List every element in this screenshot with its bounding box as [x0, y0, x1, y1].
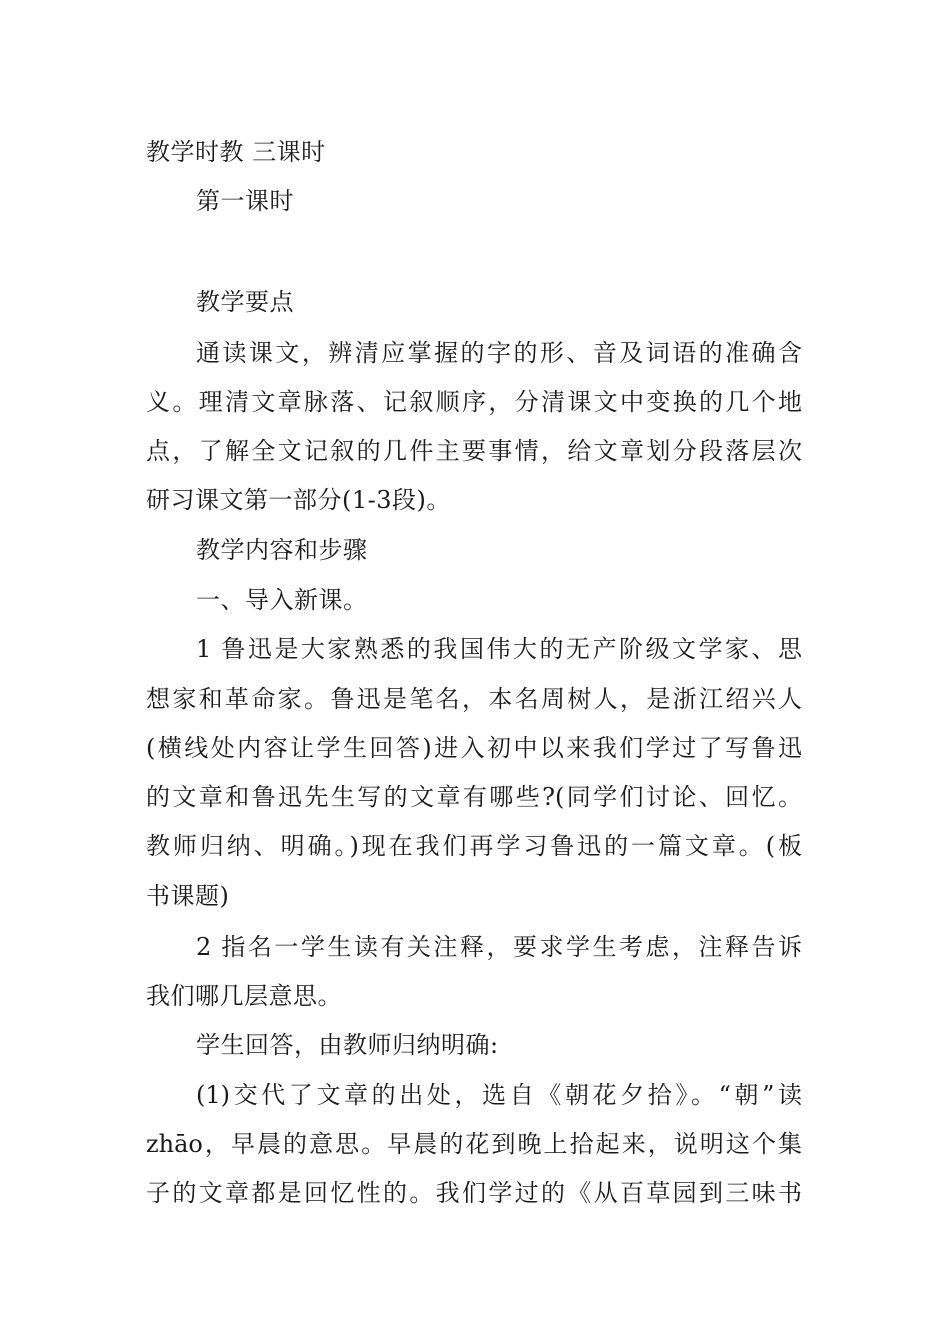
class-hours-line: 教学时教 三课时 — [146, 138, 326, 166]
paragraph-line: 子的文章都是回忆性的。我们学过的《从百草园到三味书 — [146, 1179, 802, 1207]
content-steps-heading: 教学内容和步骤 — [196, 536, 368, 564]
paragraph-line: (横线处内容让学生回答)进入初中以来我们学过了写鲁迅 — [146, 734, 802, 762]
teaching-points-heading: 教学要点 — [196, 288, 294, 316]
paragraph-line: 教师归纳、明确。)现在我们再学习鲁迅的一篇文章。(板 — [146, 832, 802, 860]
paragraph-line: 想家和革命家。鲁迅是笔名，本名周树人，是浙江绍兴人 — [146, 685, 802, 713]
section-heading: 一、导入新课。 — [196, 586, 368, 614]
lesson-heading: 第一课时 — [196, 187, 294, 215]
paragraph-line: 的文章和鲁迅先生写的文章有哪些?(同学们讨论、回忆。 — [146, 783, 802, 811]
paragraph-line: zhāo，早晨的意思。早晨的花到晚上拾起来，说明这个集 — [146, 1130, 802, 1158]
paragraph-line: 学生回答，由教师归纳明确: — [196, 1031, 499, 1059]
paragraph-line: 通读课文，辨清应掌握的字的形、音及词语的准确含 — [196, 339, 802, 367]
paragraph-line: 义。理清文章脉落、记叙顺序，分清课文中变换的几个地 — [146, 388, 802, 416]
paragraph-line: 点，了解全文记叙的几件主要事情，给文章划分段落层次 — [146, 437, 802, 465]
paragraph-line: 书课题) — [146, 882, 230, 910]
paragraph-line: 研习课文第一部分(1-3段)。 — [146, 486, 451, 514]
paragraph-line: 2 指名一学生读有关注释，要求学生考虑，注释告诉 — [196, 933, 802, 961]
paragraph-line: (1)交代了文章的出处，选自《朝花夕拾》。“朝”读 — [196, 1081, 802, 1109]
paragraph-line: 我们哪几层意思。 — [146, 982, 342, 1010]
paragraph-line: 1 鲁迅是大家熟悉的我国伟大的无产阶级文学家、思 — [196, 635, 802, 663]
